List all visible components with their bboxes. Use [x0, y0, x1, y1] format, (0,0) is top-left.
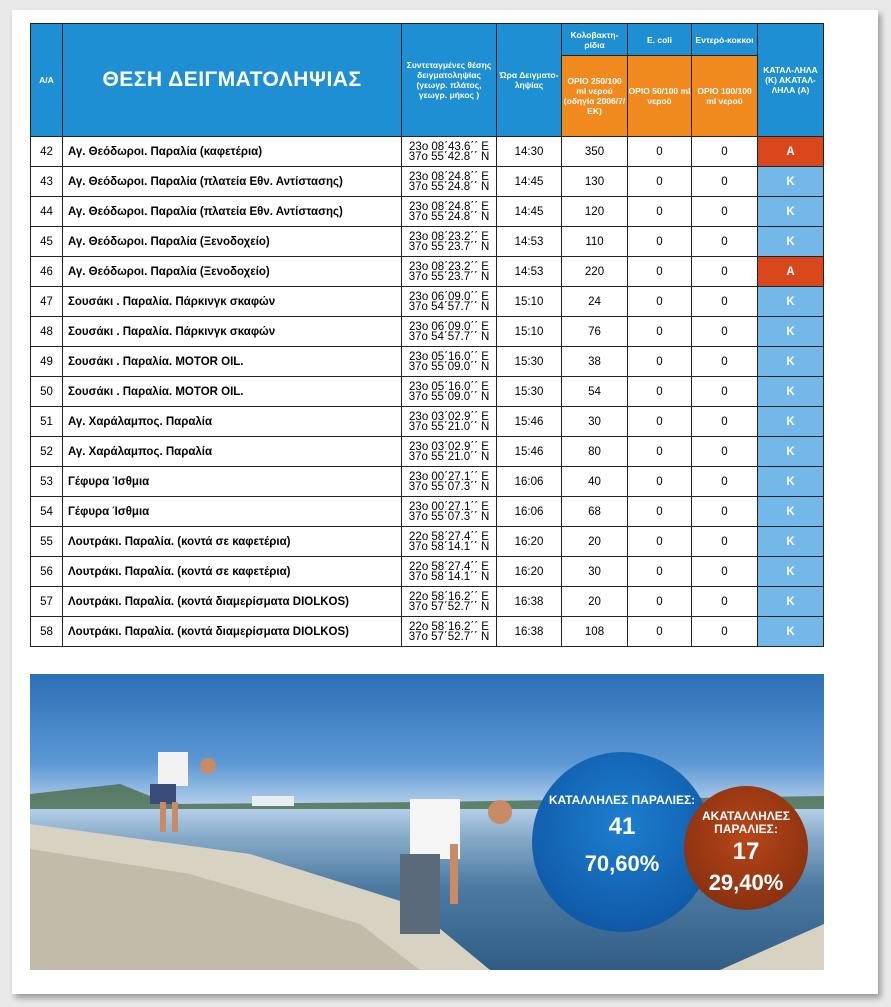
- row-number: 58: [31, 617, 63, 647]
- row-latitude: 23o 03΄02.9΄΄ E: [409, 410, 489, 423]
- row-time: 14:53: [497, 257, 562, 287]
- row-coordinates: [402, 497, 497, 527]
- row-coliform: 30: [562, 557, 628, 587]
- row-ecoli: 0: [628, 377, 692, 407]
- row-number: 54: [31, 497, 63, 527]
- row-longitude: 37o 55΄42.8΄΄ N: [408, 150, 490, 163]
- row-latitude: 23o 08΄24.8΄΄ E: [409, 170, 489, 183]
- table-row: [31, 587, 824, 617]
- row-ecoli: 0: [628, 437, 692, 467]
- row-enterococci: 0: [692, 587, 758, 617]
- row-coordinates: [402, 617, 497, 647]
- header-time: Ώρα Δειγματο-ληψίας: [497, 24, 562, 137]
- row-coordinates: [402, 227, 497, 257]
- row-location: Σουσάκι . Παραλία. Πάρκινγκ σκαφών: [63, 287, 402, 317]
- row-ecoli: 0: [628, 167, 692, 197]
- table-row: [31, 257, 824, 287]
- table-row: [31, 557, 824, 587]
- row-coliform: 110: [562, 227, 628, 257]
- row-number: 45: [31, 227, 63, 257]
- header-aa: Α/Α: [31, 24, 63, 137]
- row-latitude: 23o 00΄27.1΄΄ E: [409, 500, 489, 513]
- row-enterococci: 0: [692, 227, 758, 257]
- row-location: Σουσάκι . Παραλία. MOTOR OIL.: [63, 347, 402, 377]
- beach-photo: [30, 674, 824, 970]
- sampling-results-table: [30, 23, 824, 647]
- row-location: Γέφυρα Ίσθμια: [63, 497, 402, 527]
- row-ecoli: 0: [628, 527, 692, 557]
- row-coordinates: [402, 527, 497, 557]
- row-enterococci: 0: [692, 497, 758, 527]
- row-enterococci: 0: [692, 377, 758, 407]
- row-time: 15:10: [497, 317, 562, 347]
- header-entero-title: Εντερό-κοκκοι: [692, 24, 758, 56]
- right-rocks: [720, 924, 824, 970]
- row-longitude: 37o 55΄24.8΄΄ N: [408, 210, 490, 223]
- row-coliform: 76: [562, 317, 628, 347]
- table-row: [31, 407, 824, 437]
- header-coli-limit: ΟΡΙΟ 250/100 ml νερού (οδηγία 2006/7/ ΕΚ): [562, 56, 628, 137]
- row-coliform: 350: [562, 137, 628, 167]
- row-enterococci: 0: [692, 287, 758, 317]
- unsuitable-percent: 29,40%: [708, 870, 784, 895]
- suitable-label: ΚΑΤΑΛΛΗΛΕΣ ΠΑΡΑΛΙΕΣ:: [548, 793, 696, 807]
- row-latitude: 22o 58΄27.4΄΄ E: [409, 530, 489, 543]
- row-latitude: 23o 06΄09.0΄΄ E: [409, 320, 489, 333]
- header-entero-limit: ΟΡΙΟ 100/100 ml νερού: [692, 56, 758, 137]
- header-ecoli-title: E. coli: [628, 24, 692, 56]
- row-longitude: 37o 58΄14.1΄΄ N: [408, 570, 490, 583]
- row-latitude: 23o 05΄16.0΄΄ E: [409, 350, 489, 363]
- row-coordinates: [402, 467, 497, 497]
- row-result: Κ: [758, 557, 824, 587]
- row-time: 16:20: [497, 557, 562, 587]
- row-longitude: 37o 55΄09.0΄΄ N: [408, 360, 490, 373]
- table-row: [31, 317, 824, 347]
- row-coordinates: [402, 587, 497, 617]
- row-ecoli: 0: [628, 227, 692, 257]
- row-longitude: 37o 57΄52.7΄΄ N: [408, 630, 490, 643]
- row-number: 51: [31, 407, 63, 437]
- row-time: 16:20: [497, 527, 562, 557]
- row-number: 55: [31, 527, 63, 557]
- row-coliform: 108: [562, 617, 628, 647]
- header-ecoli-limit: ΟΡΙΟ 50/100 ml νερού: [628, 56, 692, 137]
- row-ecoli: 0: [628, 587, 692, 617]
- row-enterococci: 0: [692, 137, 758, 167]
- person-right: [400, 799, 512, 934]
- row-result: Κ: [758, 377, 824, 407]
- row-latitude: 22o 58΄16.2΄΄ E: [409, 590, 489, 603]
- row-coliform: 68: [562, 497, 628, 527]
- row-result: Κ: [758, 287, 824, 317]
- row-result: Κ: [758, 197, 824, 227]
- row-number: 52: [31, 437, 63, 467]
- row-coliform: 80: [562, 437, 628, 467]
- row-coliform: 130: [562, 167, 628, 197]
- row-number: 50: [31, 377, 63, 407]
- row-result: Α: [758, 137, 824, 167]
- row-enterococci: 0: [692, 467, 758, 497]
- ferry: [252, 796, 294, 806]
- row-coordinates: [402, 377, 497, 407]
- row-location: Λουτράκι. Παραλία. (κοντά διαμερίσματα DIOLKOS): [63, 617, 402, 647]
- row-location: Λουτράκι. Παραλία. (κοντά διαμερίσματα DIOLKOS): [63, 587, 402, 617]
- row-result: Κ: [758, 227, 824, 257]
- row-number: 44: [31, 197, 63, 227]
- row-location: Αγ. Θεόδωροι. Παραλία (καφετέρια): [63, 137, 402, 167]
- row-latitude: 23o 03΄02.9΄΄ E: [409, 440, 489, 453]
- row-ecoli: 0: [628, 137, 692, 167]
- row-enterococci: 0: [692, 257, 758, 287]
- row-ecoli: 0: [628, 497, 692, 527]
- table-row: [31, 377, 824, 407]
- row-coliform: 220: [562, 257, 628, 287]
- row-coordinates: [402, 197, 497, 227]
- row-result: Κ: [758, 497, 824, 527]
- suitable-percent: 70,60%: [584, 851, 660, 876]
- row-latitude: 22o 58΄27.4΄΄ E: [409, 560, 489, 573]
- unsuitable-label: ΑΚΑΤΑΛΛΗΛΕΣ ΠΑΡΑΛΙΕΣ:: [702, 809, 790, 836]
- row-enterococci: 0: [692, 347, 758, 377]
- row-time: 14:45: [497, 197, 562, 227]
- suitable-count: 41: [608, 813, 636, 840]
- row-longitude: 37o 58΄14.1΄΄ N: [408, 540, 490, 553]
- row-location: Γέφυρα Ίσθμια: [63, 467, 402, 497]
- row-ecoli: 0: [628, 317, 692, 347]
- row-location: Λουτράκι. Παραλία. (κοντά σε καφετέρια): [63, 527, 402, 557]
- unsuitable-count: 17: [732, 838, 760, 865]
- row-number: 56: [31, 557, 63, 587]
- row-time: 15:30: [497, 347, 562, 377]
- row-coliform: 24: [562, 287, 628, 317]
- table-row: [31, 197, 824, 227]
- row-result: Κ: [758, 467, 824, 497]
- row-coliform: 54: [562, 377, 628, 407]
- table-row: [31, 347, 824, 377]
- row-latitude: 23o 08΄23.2΄΄ E: [409, 260, 489, 273]
- row-ecoli: 0: [628, 407, 692, 437]
- row-coordinates: [402, 347, 497, 377]
- row-location: Αγ. Θεόδωροι. Παραλία (πλατεία Εθν. Αντίστασης): [63, 167, 402, 197]
- row-number: 43: [31, 167, 63, 197]
- row-longitude: 37o 57΄52.7΄΄ N: [408, 600, 490, 613]
- row-result: Κ: [758, 167, 824, 197]
- row-ecoli: 0: [628, 197, 692, 227]
- row-time: 15:46: [497, 437, 562, 467]
- header-coli-title: Κολοβακτη-ρίδια: [562, 24, 628, 56]
- header-coords: Συντεταγμένες θέσης δειγματοληψίας (γεωγρ. πλάτος, γεωγρ. μήκος ): [402, 24, 497, 137]
- row-coordinates: [402, 407, 497, 437]
- row-latitude: 22o 58΄16.2΄΄ E: [409, 620, 489, 633]
- table-row: [31, 617, 824, 647]
- person-left: [150, 752, 216, 832]
- row-coordinates: [402, 287, 497, 317]
- document-page: [12, 10, 878, 994]
- row-time: 15:10: [497, 287, 562, 317]
- table-row: [31, 467, 824, 497]
- row-latitude: 23o 05΄16.0΄΄ E: [409, 380, 489, 393]
- row-time: 16:38: [497, 617, 562, 647]
- row-latitude: 23o 08΄43.6΄΄ E: [409, 140, 489, 153]
- row-longitude: 37o 55΄09.0΄΄ N: [408, 390, 490, 403]
- row-coordinates: [402, 437, 497, 467]
- row-coliform: 40: [562, 467, 628, 497]
- row-number: 49: [31, 347, 63, 377]
- row-coordinates: [402, 317, 497, 347]
- row-enterococci: 0: [692, 557, 758, 587]
- row-longitude: 37o 55΄23.7΄΄ N: [408, 270, 490, 283]
- row-time: 14:53: [497, 227, 562, 257]
- row-enterococci: 0: [692, 527, 758, 557]
- table-row: [31, 497, 824, 527]
- row-time: 15:46: [497, 407, 562, 437]
- row-coliform: 120: [562, 197, 628, 227]
- row-location: Αγ. Θεόδωροι. Παραλία (Ξενοδοχείο): [63, 227, 402, 257]
- row-coordinates: [402, 557, 497, 587]
- row-longitude: 37o 55΄07.3΄΄ N: [408, 480, 490, 493]
- row-result: Κ: [758, 587, 824, 617]
- row-location: Λουτράκι. Παραλία. (κοντά σε καφετέρια): [63, 557, 402, 587]
- row-location: Αγ. Χαράλαμπος. Παραλία: [63, 407, 402, 437]
- row-ecoli: 0: [628, 347, 692, 377]
- row-location: Αγ. Θεόδωροι. Παραλία (Ξενοδοχείο): [63, 257, 402, 287]
- row-number: 48: [31, 317, 63, 347]
- table-row: [31, 287, 824, 317]
- table-row: [31, 167, 824, 197]
- row-longitude: 37o 55΄21.0΄΄ N: [408, 420, 490, 433]
- row-location: Αγ. Θεόδωροι. Παραλία (πλατεία Εθν. Αντίστασης): [63, 197, 402, 227]
- table-row: [31, 527, 824, 557]
- row-result: Κ: [758, 437, 824, 467]
- row-time: 15:30: [497, 377, 562, 407]
- row-enterococci: 0: [692, 407, 758, 437]
- row-ecoli: 0: [628, 557, 692, 587]
- row-coliform: 38: [562, 347, 628, 377]
- row-number: 57: [31, 587, 63, 617]
- row-number: 53: [31, 467, 63, 497]
- row-result: Κ: [758, 617, 824, 647]
- row-enterococci: 0: [692, 437, 758, 467]
- row-time: 14:45: [497, 167, 562, 197]
- row-coordinates: [402, 167, 497, 197]
- table-row: [31, 227, 824, 257]
- row-enterococci: 0: [692, 197, 758, 227]
- row-time: 14:30: [497, 137, 562, 167]
- row-result: Κ: [758, 317, 824, 347]
- row-longitude: 37o 54΄57.7΄΄ N: [408, 300, 490, 313]
- row-time: 16:06: [497, 497, 562, 527]
- row-coordinates: [402, 257, 497, 287]
- row-latitude: 23o 08΄23.2΄΄ E: [409, 230, 489, 243]
- row-result: Κ: [758, 407, 824, 437]
- row-number: 46: [31, 257, 63, 287]
- row-location: Σουσάκι . Παραλία. Πάρκινγκ σκαφών: [63, 317, 402, 347]
- row-time: 16:38: [497, 587, 562, 617]
- row-number: 42: [31, 137, 63, 167]
- row-enterococci: 0: [692, 167, 758, 197]
- row-enterococci: 0: [692, 617, 758, 647]
- row-enterococci: 0: [692, 317, 758, 347]
- table-body: [31, 137, 824, 647]
- row-latitude: 23o 08΄24.8΄΄ E: [409, 200, 489, 213]
- unsuitable-beaches-badge: [684, 786, 808, 910]
- row-ecoli: 0: [628, 617, 692, 647]
- row-time: 16:06: [497, 467, 562, 497]
- row-coordinates: [402, 137, 497, 167]
- header-result: ΚΑΤΑΛ-ΛΗΛΑ (Κ) ΑΚΑΤΑΛ-ΛΗΛΑ (Α): [758, 24, 824, 137]
- row-longitude: 37o 55΄07.3΄΄ N: [408, 510, 490, 523]
- table-row: [31, 137, 824, 167]
- row-result: Κ: [758, 527, 824, 557]
- row-latitude: 23o 00΄27.1΄΄ E: [409, 470, 489, 483]
- row-result: Α: [758, 257, 824, 287]
- row-number: 47: [31, 287, 63, 317]
- row-location: Σουσάκι . Παραλία. MOTOR OIL.: [63, 377, 402, 407]
- row-longitude: 37o 55΄21.0΄΄ N: [408, 450, 490, 463]
- row-result: Κ: [758, 347, 824, 377]
- row-coliform: 20: [562, 527, 628, 557]
- row-location: Αγ. Χαράλαμπος. Παραλία: [63, 437, 402, 467]
- row-coliform: 30: [562, 407, 628, 437]
- row-ecoli: 0: [628, 467, 692, 497]
- row-longitude: 37o 55΄23.7΄΄ N: [408, 240, 490, 253]
- row-ecoli: 0: [628, 287, 692, 317]
- header-location: ΘΕΣΗ ΔΕΙΓΜΑΤΟΛΗΨΙΑΣ: [63, 24, 402, 137]
- row-longitude: 37o 55΄24.8΄΄ N: [408, 180, 490, 193]
- row-ecoli: 0: [628, 257, 692, 287]
- table-row: [31, 437, 824, 467]
- row-latitude: 23o 06΄09.0΄΄ E: [409, 290, 489, 303]
- row-coliform: 20: [562, 587, 628, 617]
- row-longitude: 37o 54΄57.7΄΄ N: [408, 330, 490, 343]
